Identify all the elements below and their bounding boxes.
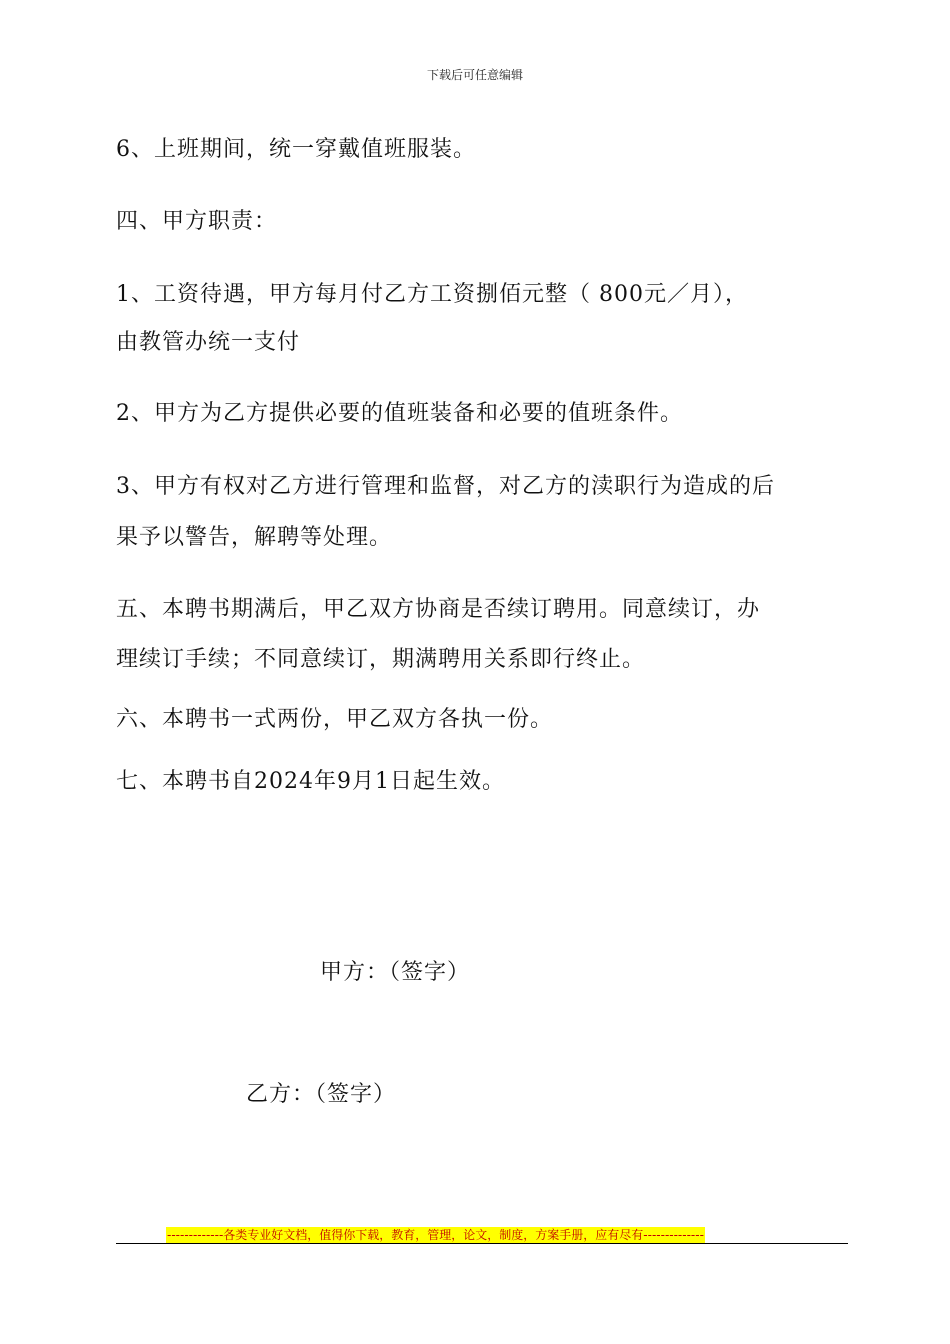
clause-line: 理续订手续；不同意续订，期满聘用关系即行终止。 <box>116 647 646 672</box>
clause-line: 七、本聘书自2024年9月1日起生效。 <box>116 769 505 794</box>
party-a-signature: 甲方：（签字） <box>320 960 471 985</box>
page-header: 下载后可任意编辑 <box>426 68 523 82</box>
section-heading: 四、甲方职责： <box>116 209 278 234</box>
clause-line: 果予以警告，解聘等处理。 <box>116 525 393 550</box>
footer-divider <box>116 1243 848 1244</box>
clause-line: 1、工资待遇，甲方每月付乙方工资捌佰元整（ 800元／月）， <box>116 282 748 307</box>
clause-line: 五、本聘书期满后，甲乙双方协商是否续订聘用。同意续订，办 <box>116 597 761 622</box>
clause-line: 由教管办统一支付 <box>116 330 301 355</box>
clause-line: 6、上班期间，统一穿戴值班服装。 <box>116 137 476 162</box>
clause-line: 六、本聘书一式两份，甲乙双方各执一份。 <box>116 707 554 732</box>
clause-line: 3、甲方有权对乙方进行管理和监督，对乙方的渎职行为造成的后 <box>116 474 775 499</box>
party-b-signature: 乙方：（签字） <box>246 1082 397 1107</box>
clause-line: 2、甲方为乙方提供必要的值班装备和必要的值班条件。 <box>116 401 683 426</box>
footer-banner: -------------各类专业好文档，值得你下载，教育，管理，论文，制度，方案手册，应有尽有-------------- <box>167 1228 704 1242</box>
